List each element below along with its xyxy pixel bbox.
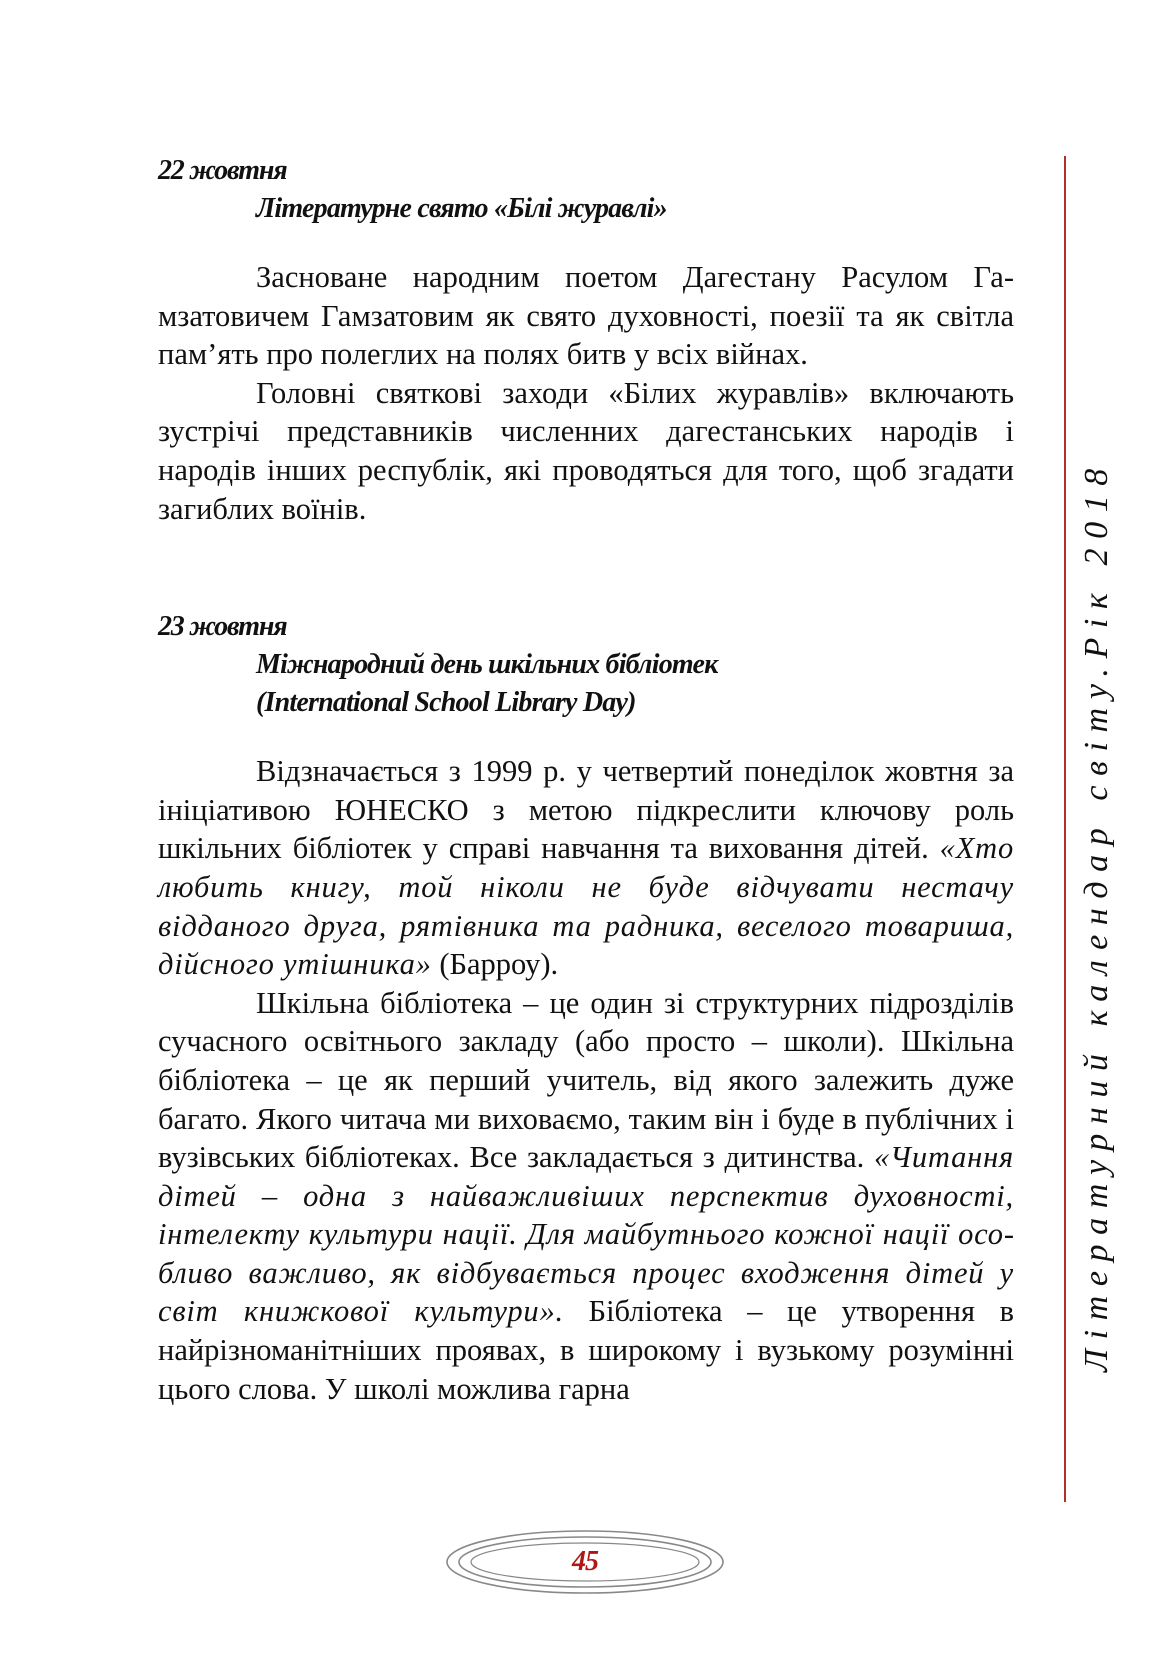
paragraph-text: Бібліотека – це утворення в найрізноманітніших проявах, в широкому і вузькому розумінні цього слова. У школі можлива гарна (158, 1294, 1014, 1406)
entry-title: Літературне свято «Білі журавлі» (256, 193, 667, 224)
entry-october-23 (158, 608, 1014, 1408)
paragraph (158, 258, 1014, 374)
paragraph (158, 752, 1014, 984)
paragraph-text: Засноване народним поетом Дагестану Расулом Гамзатовичем Гамзатовим як свято духовності, поезії та як світла пам’ять про полеглих на полях битв у всіх війнах. (158, 260, 1014, 372)
paragraph-text: Головні святкові заходи «Білих журавлів» включають зустрічі представників численних дагестанських народів і народів інших республік, які проводяться для того, щоб згадати загиблих воїнів. (158, 375, 1014, 526)
running-header-vertical: Літературний календар світу.Рік 2018 (1078, 459, 1115, 1372)
quotation: «Хто любить книгу, той ніколи не буде відчувати нестачу відданого друга, рятівника та радника, веселого товариша, дійсного утішника» (158, 831, 1014, 982)
paragraph-text: Відзначається з 1999 р. у четвертий понеділок жовтня за ініціативою ЮНЕСКО з метою підкреслити ключову роль шкільних бібліотек у справі навчання та виховання дітей. (158, 754, 1014, 866)
paragraph-text: Шкільна бібліотека – це один зі структурних підрозділів сучасного освітнього закладу (або просто – школи). Шкільна бібліотека – це як перший учитель, від якого залежить дуже багато. Якого читача ми виховаємо, таким він і буде в публічних і вузівських бібліотеках. Все закладається з дитинства. (158, 985, 1014, 1175)
paragraph (158, 374, 1014, 528)
entry-october-22 (158, 152, 1014, 528)
quotation: «Читання дітей – одна з найважливіших перспектив духовності, інтелекту культури нації. Для майбутнього кожної нації особливо важливо, як відбувається процес входження дітей у світ книжкової культури». (158, 1140, 1014, 1329)
side-rule (1064, 156, 1066, 1502)
paragraph (158, 984, 1014, 1409)
entry-title: Міжнародний день шкільних бібліотек (256, 649, 718, 681)
page-content (158, 152, 1014, 1408)
paragraph-text: (Барроу). (431, 947, 559, 982)
page-number: 45 (572, 1546, 598, 1577)
entry-title-english: (International School Library Day) (256, 687, 636, 719)
entry-date: 23 жовтня (158, 611, 287, 643)
page-number-badge (444, 1528, 726, 1596)
entry-date: 22 жовтня (158, 155, 287, 186)
